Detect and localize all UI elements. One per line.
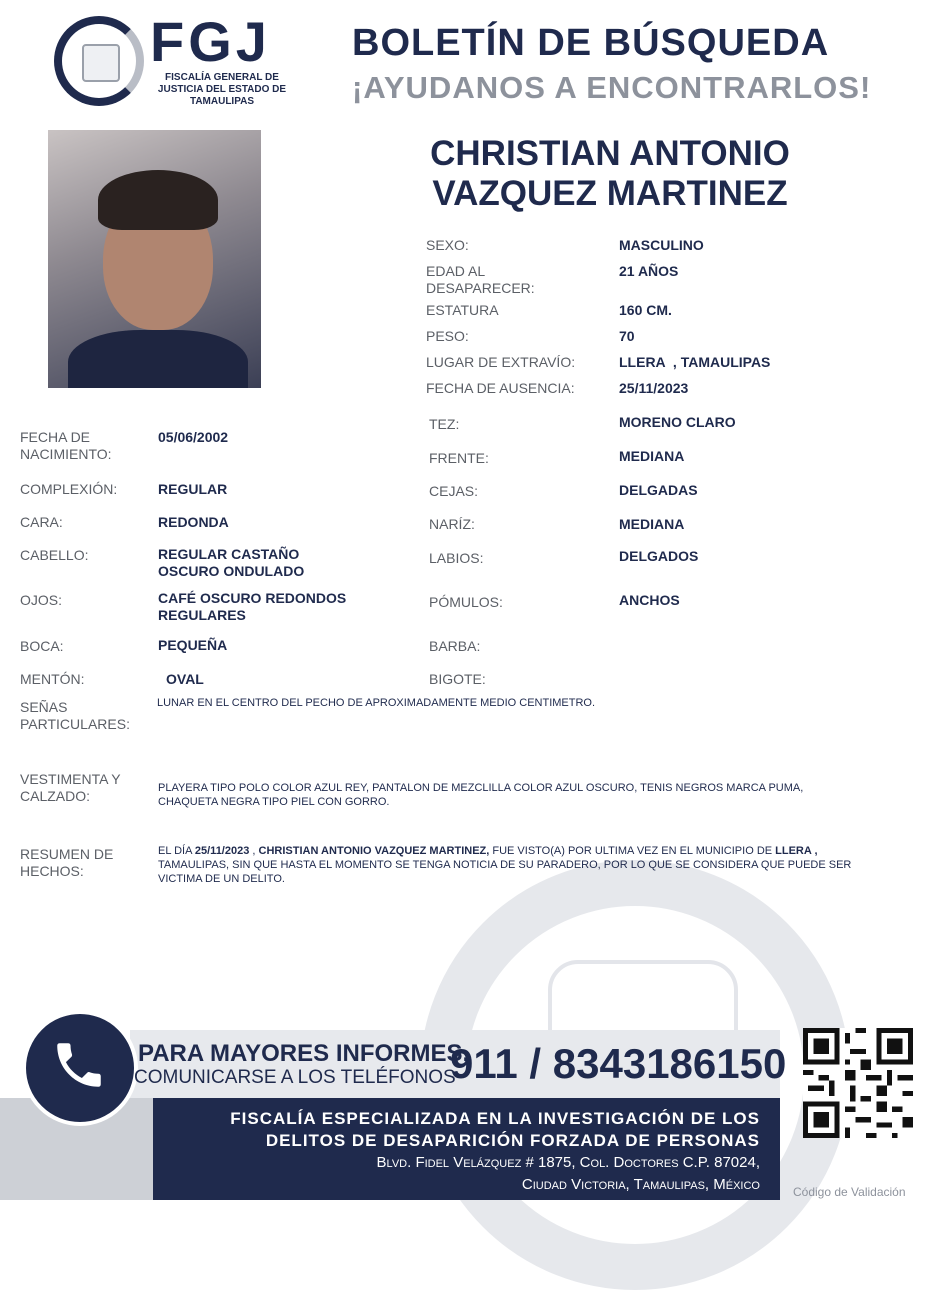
mustache-label: BIGOTE:: [429, 671, 486, 687]
face-label: CARA:: [20, 514, 63, 530]
clothing-label: VESTIMENTA Y CALZADO:: [20, 771, 121, 804]
lips-value: DELGADOS: [619, 548, 699, 564]
person-name: [400, 134, 820, 214]
validation-code-label: Código de Validación: [793, 1185, 906, 1199]
bulletin-subtitle: ¡AYUDANOS A ENCONTRARLOS!: [352, 70, 872, 105]
build-label: COMPLEXIÓN:: [20, 481, 118, 497]
eyebrows-label: CEJAS:: [429, 483, 479, 499]
agency-address: Blvd. Fidel Velázquez # 1875, Col. Doctores C.P. 87024, Ciudad Victoria, Tamaulipas, México: [376, 1154, 760, 1193]
nose-value: MEDIANA: [619, 516, 685, 532]
chin-value: OVAL: [166, 671, 204, 687]
lips-label: LABIOS:: [429, 550, 484, 566]
complexion-tone-value: MORENO CLARO: [619, 414, 736, 430]
phone-icon: [22, 1010, 138, 1126]
mouth-label: BOCA:: [20, 638, 64, 654]
chin-label: MENTÓN:: [20, 671, 85, 687]
hair-value: REGULAR CASTAÑO OSCURO ONDULADO: [158, 546, 305, 579]
hair-label: CABELLO:: [20, 547, 89, 563]
logo-subtitle: FISCALÍA GENERAL DE JUSTICIA DEL ESTADO DE TAMAULIPAS: [157, 72, 287, 107]
person-name-line2: VAZQUEZ MARTINEZ: [432, 174, 788, 213]
age-value: 21 AÑOS: [619, 263, 679, 279]
mouth-value: PEQUEÑA: [158, 637, 228, 653]
place-value: LLERA , TAMAULIPAS: [619, 354, 771, 370]
summary-text: EL DÍA 25/11/2023 , CHRISTIAN ANTONIO VAZQUEZ MARTINEZ, FUE VISTO(A) POR ULTIMA VEZ EN EL MUNICIPIO DE LLERA , TAMAULIPAS, SIN QUE HASTA EL MOMENTO SE TENGA NOTICIA DE SU PARADERO, POR LO QUE SE CONSIDERA QUE PUEDE SER VICTIMA DE UN DELITO.: [158, 845, 852, 885]
eyes-label: OJOS:: [20, 592, 63, 608]
weight-label: PESO:: [426, 328, 469, 344]
absence-date-label: FECHA DE AUSENCIA:: [426, 380, 575, 396]
place-label: LUGAR DE EXTRAVÍO:: [426, 354, 576, 370]
height-label: ESTATURA: [426, 302, 499, 318]
birthdate-label: FECHA DE NACIMIENTO:: [20, 429, 112, 462]
person-name-line1: CHRISTIAN ANTONIO: [430, 134, 790, 173]
height-value: 160 CM.: [619, 302, 672, 318]
age-label: EDAD AL DESAPARECER:: [426, 263, 535, 296]
absence-date-value: 25/11/2023: [619, 380, 689, 396]
phone-numbers: 911 / 8343186150: [450, 1040, 787, 1087]
summary-label: RESUMEN DE HECHOS:: [20, 846, 114, 879]
cheekbones-label: PÓMULOS:: [429, 594, 503, 610]
special-marks-value: LUNAR EN EL CENTRO DEL PECHO DE APROXIMADAMENTE MEDIO CENTIMETRO.: [157, 697, 596, 709]
weight-value: 70: [619, 328, 635, 344]
nose-label: NARÍZ:: [429, 516, 475, 532]
logo-text: FGJ: [150, 10, 271, 73]
sex-value: MASCULINO: [619, 237, 704, 253]
fgj-logo-emblem: [54, 16, 144, 106]
beard-label: BARBA:: [429, 638, 481, 654]
forehead-value: MEDIANA: [619, 448, 685, 464]
eyebrows-value: DELGADAS: [619, 482, 698, 498]
forehead-label: FRENTE:: [429, 450, 489, 466]
sex-label: SEXO:: [426, 237, 469, 253]
clothing-value: PLAYERA TIPO POLO COLOR AZUL REY, PANTALON DE MEZCLILLA COLOR AZUL OSCURO, TENIS NEGROS MARCA PUMA, CHAQUETA NEGRA TIPO PIEL CON GORRO.: [158, 782, 804, 808]
build-value: REGULAR: [158, 481, 228, 497]
complexion-tone-label: TEZ:: [429, 416, 460, 432]
special-marks-label: SEÑAS PARTICULARES:: [20, 699, 130, 732]
communicate-text: COMUNICARSE A LOS TELÉFONOS: [134, 1067, 456, 1088]
missing-person-photo: [48, 130, 261, 388]
bulletin-title: BOLETÍN DE BÚSQUEDA: [352, 22, 830, 64]
cheekbones-value: ANCHOS: [619, 592, 680, 608]
coat-of-arms-icon: [82, 44, 120, 82]
agency-name: FISCALÍA ESPECIALIZADA EN LA INVESTIGACIÓN DE LOS DELITOS DE DESAPARICIÓN FORZADA DE PERSONAS: [230, 1109, 760, 1150]
face-value: REDONDA: [158, 514, 229, 530]
eyes-value: CAFÉ OSCURO REDONDOS REGULARES: [158, 590, 347, 623]
qr-code[interactable]: [803, 1028, 913, 1138]
birthdate-value: 05/06/2002: [158, 429, 229, 445]
more-info-text: PARA MAYORES INFORMES,: [138, 1040, 470, 1067]
